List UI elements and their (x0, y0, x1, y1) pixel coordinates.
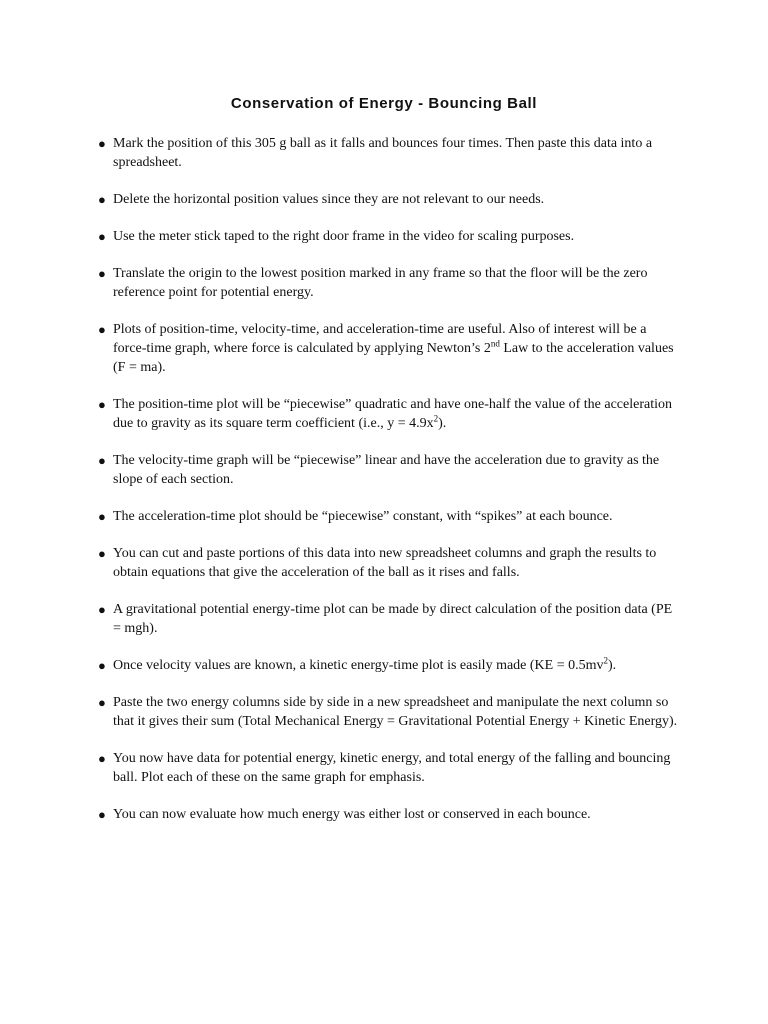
superscript-text: 2 (433, 413, 439, 424)
bullet-text (113, 695, 677, 729)
text-segment: Plots of position-time, velocity-time, and acceleration-time are useful. Also of interest will be a force-time graph, where force is calculated by applying Newton’s 2 (113, 322, 647, 356)
bullet-text (113, 546, 656, 580)
bullet-item (98, 190, 683, 209)
bullet-item (98, 264, 683, 302)
bullet-icon: ● (98, 751, 106, 766)
bullet-item (98, 451, 683, 489)
superscript-text: 2 (603, 655, 608, 666)
text-segment: A gravitational potential energy-time plot can be made by direct calculation of the position data (PE = mgh). (113, 602, 673, 636)
bullet-icon: ● (98, 136, 106, 151)
text-segment: Use the meter stick taped to the right door frame in the video for scaling purposes. (113, 229, 575, 244)
bullet-item (98, 227, 683, 246)
text-segment: Translate the origin to the lowest position marked in any frame so that the floor will be the zero reference point for potential energy. (113, 266, 648, 300)
bullet-item (98, 507, 683, 526)
bullet-item (98, 749, 683, 787)
text-segment: The velocity-time graph will be “piecewise” linear and have the acceleration due to gravity as the slope of each section. (113, 453, 660, 487)
bullet-item (98, 693, 683, 731)
bullet-icon: ● (98, 397, 106, 412)
bullet-icon: ● (98, 807, 106, 822)
bullet-icon: ● (98, 229, 106, 244)
bullet-text (113, 751, 670, 785)
bullet-item (98, 134, 683, 172)
bullet-text (113, 602, 672, 636)
text-segment: ). (438, 416, 447, 431)
text-segment: Law to the acceleration values (F = ma). (113, 341, 674, 375)
text-segment: You can now evaluate how much energy was either lost or conserved in each bounce. (113, 807, 591, 822)
bullet-icon: ● (98, 509, 106, 524)
bullet-text (113, 136, 652, 170)
bullet-item (98, 600, 683, 638)
bullet-item (98, 656, 683, 675)
bullet-icon: ● (98, 266, 106, 281)
bullet-text (113, 229, 574, 244)
bullet-icon: ● (98, 658, 106, 673)
bullet-icon: ● (98, 192, 106, 207)
bullet-text (113, 807, 591, 822)
bullet-item (98, 320, 683, 377)
bullet-item (98, 544, 683, 582)
text-segment: Paste the two energy columns side by side in a new spreadsheet and manipulate the next column so that it gives their sum (Total Mechanical Energy = Gravitational Potential Energy + Kinetic Energy). (113, 695, 678, 729)
bullet-text (113, 192, 544, 207)
text-segment: ). (608, 658, 617, 673)
text-segment: Delete the horizontal position values since they are not relevant to our needs. (113, 192, 545, 207)
document-title: Conservation of Energy - Bouncing Ball (230, 95, 538, 112)
bullet-list (98, 134, 683, 842)
bullet-item (98, 395, 683, 433)
text-segment: You now have data for potential energy, kinetic energy, and total energy of the falling and bouncing ball. Plot each of these on the same graph for emphasis. (113, 751, 671, 785)
bullet-icon: ● (98, 546, 106, 561)
bullet-text (113, 453, 659, 487)
superscript-text: nd (490, 338, 500, 349)
bullet-text (113, 509, 613, 524)
bullet-icon: ● (98, 695, 106, 710)
bullet-text (113, 322, 674, 375)
text-segment: You can cut and paste portions of this data into new spreadsheet columns and graph the results to obtain equations that give the acceleration of the ball as it rises and falls. (113, 546, 657, 580)
text-segment: The position-time plot will be “piecewise” quadratic and have one-half the value of the acceleration due to gravity as its square term coefficient (i.e., y = 4.9x (113, 397, 672, 431)
bullet-icon: ● (98, 453, 106, 468)
bullet-text (113, 266, 647, 300)
bullet-text (113, 655, 617, 673)
text-segment: The acceleration-time plot should be “piecewise” constant, with “spikes” at each bounce. (113, 509, 613, 524)
bullet-icon: ● (98, 322, 106, 337)
bullet-icon: ● (98, 602, 106, 617)
bullet-text (113, 397, 672, 431)
text-segment: Mark the position of this 305 g ball as it falls and bounces four times. Then paste this data into a spreadsheet. (113, 136, 653, 170)
text-segment: Once velocity values are known, a kinetic energy-time plot is easily made (KE = 0.5mv (113, 658, 604, 673)
bullet-item (98, 805, 683, 824)
